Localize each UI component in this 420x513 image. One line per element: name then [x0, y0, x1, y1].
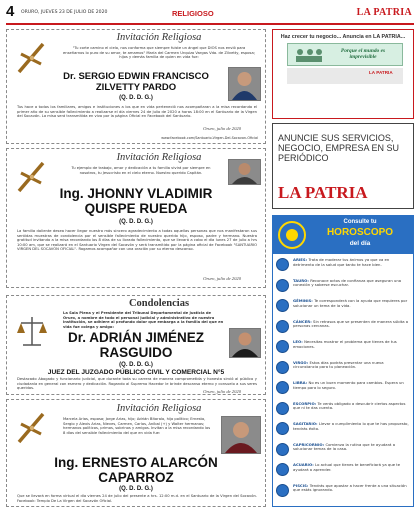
- zodiac-sign-icon: [276, 402, 289, 415]
- rest-in-peace: (Q. D. D. G.): [119, 219, 153, 225]
- sign-row: [276, 484, 410, 508]
- sign-text: VIRGO: Estos días podrás presentar una nueva circunstancia para tu planeación.: [293, 359, 384, 370]
- notice-message: Marcela Arias, esposa; Jorge Arias, hijo; Adrián Bitoralo, hijo político; Ernesto, Sergio y Alexis Arias, Nieves, Carmen, Carlos, Aníbal (+) y Walter hermanos; hermanos políticos, primos, sobrinos y amigos. Invitan a la misa recordando los 8 días del sensible fallecimiento del que en vida fue:: [63, 417, 211, 435]
- sign-text: CAPRICORNIO: Comienza la rutina que te ayudará a solucionar temas de la casa.: [293, 441, 396, 452]
- sign-name: VIRGO:: [293, 359, 310, 365]
- notice-title: Invitación Religiosa: [116, 403, 202, 414]
- notice-message: Tu ejemplo de trabajo, amor y dedicación a tu familia vivirá por siempre en nosotros, tu Jesucristo en el cielo eterno. Nuestro querido Capitán.: [71, 166, 211, 175]
- ad-text: ANUNCIE SUS SERVICIOS, NEGOCIO, EMPRESA EN SU PERIÓDICO: [278, 133, 400, 163]
- obituary-notice: [6, 148, 266, 288]
- sign-text: ESCORPIO: Te verás obligado a descubrir ciertos aspectos que ni te das cuenta.: [293, 400, 406, 411]
- notice-signoff: Oruro, julio de 2020: [203, 389, 241, 394]
- zodiac-sign-icon: [276, 320, 289, 333]
- obituary-notice: [6, 399, 266, 507]
- portrait-photo: [228, 67, 261, 101]
- crucifix-icon: [13, 38, 51, 78]
- horoscope-label: Consulte tu: [343, 219, 377, 225]
- masthead: LA PATRIA: [356, 7, 412, 18]
- notice-signoff: Oruro, julio de 2020: [203, 276, 241, 281]
- facebook-link[interactable]: www.facebook.com/Santuario-Virgen-Del-Socavon-Oficial: [161, 136, 258, 140]
- zodiac-sign-icon: [276, 299, 289, 312]
- deceased-name: Ing. ERNESTO ALARCÓN CAPARROZ: [54, 455, 218, 485]
- section-title: RELIGIOSO: [172, 9, 214, 18]
- sign-name: TAURO:: [293, 277, 311, 283]
- zodiac-sign-icon: [276, 443, 289, 456]
- sign-text: CÁNCER: Sin retrasos que se presenten de manera súbita a personas cercanas.: [293, 318, 409, 329]
- ad-brand: LA PATRIA: [278, 183, 368, 202]
- sign-name: GÉMINIS:: [293, 298, 315, 303]
- sign-name: LEO:: [293, 339, 305, 344]
- obituary-notice: [6, 29, 266, 144]
- sign-text: ARIES: Trata de moderar tus ánimos ya que va en detrimento de la salud que tanto te hace bien.: [293, 257, 390, 267]
- sign-name: SAGITARIO:: [293, 421, 319, 426]
- page-number: 4: [6, 3, 15, 20]
- notice-signoff: Oruro, julio de 2020: [203, 126, 241, 131]
- deceased-name: Dr. ADRIÁN JIMÉNEZ RASGUIDO: [67, 330, 204, 360]
- zodiac-icon: [277, 220, 307, 250]
- zodiac-sign-icon: [276, 484, 289, 497]
- rest-in-peace: (Q. D. D. G.): [119, 486, 153, 492]
- notice-title: Invitación Religiosa: [116, 152, 202, 163]
- notice-body: Que se llevará en forma virtual el día viernes 24 de julio del presente a hrs. 12:00 m.d. en el Santuario de la Virgen del Socavón. Facebook: Templo De La Virgen del Socavón Oficial.: [17, 494, 257, 503]
- sign-text: ACUARIO: Lo actual que tienes te beneficiará ya que te ayudará a aprender.: [293, 462, 401, 472]
- deceased-position: JUEZ DEL JUZGADO PÚBLICO CIVIL Y COMERCIAL N°5: [47, 369, 225, 376]
- notice-message: La Sala Plena y el Presidente del Tribunal Departamental de Justicia de Oruro, a nombre de todo el personal judicial y administrativo de nuestra institución, se adhiere al profundo dolor que embarga a la familia del que en vida fue colega y amigo:: [63, 311, 224, 329]
- zodiac-sign-icon: [276, 258, 289, 271]
- sign-text: GÉMINIS: Te corresponderá con la ayuda que requieres por solucionar un tema de la vida.: [293, 298, 408, 308]
- issue-date: ORURO, JUEVES 23 DE JULIO DE 2020: [21, 10, 108, 15]
- header-rule: [6, 23, 414, 25]
- people-icon: [292, 47, 324, 63]
- condolence-notice: [6, 295, 266, 395]
- sign-text: PISCIS: Tendrás que apostar a hacer frente a una situación que estás ignorando.: [293, 482, 407, 493]
- advertisement-banner[interactable]: [272, 29, 414, 119]
- horoscope-title: HOROSCOPO: [326, 227, 394, 238]
- horoscope-banner: [273, 216, 413, 254]
- zodiac-sign-icon: [276, 361, 289, 374]
- rest-in-peace: (Q. D. D. G.): [119, 362, 153, 368]
- sign-name: ESCORPIO:: [293, 400, 318, 406]
- zodiac-sign-icon: [276, 381, 289, 394]
- notice-message: "Tu corte camino el cielo, nos conforma que siempre fuiste un ángel que DIOS nos envió para enseñarnos lo puro de su amor, te amamos" María del Carmen Urquizo Vargas Vda. de Zilvetty, esposa; hijos y demás familia de quien en vida fue:: [63, 46, 255, 60]
- sign-name: ARIES:: [293, 257, 309, 262]
- ad-brand: LA PATRIA: [369, 70, 393, 75]
- notice-body: Destacado Abogado y funcionario judicial, que durante toda su carrera de manera comprometida y honesta sirvió al público y ciudadanía en general con esmero y dedicación. Rogando al Supremo Hacedor le brinde descanso eterno y consuelo a sus seres queridos.: [17, 377, 257, 391]
- sign-text: LIBRA: No es un buen momento para cambios. Espera un tiempo para lo seguro.: [293, 380, 404, 390]
- zodiac-sign-icon: [276, 422, 289, 435]
- sign-text: TAURO: Reconoce actos de confianza que aseguran una conexión y saberse escuchar.: [293, 277, 402, 288]
- crucifix-icon: [13, 408, 51, 448]
- notice-body: Tus hace a todos los familiares, amigos e instituciones a los que en vida perteneció nos acompañaran a la misa recordando el primer año de su sensible fallecimiento a realizarse el día viernes 24 de Julio de 2020 a horas 18:00 en el Santuario de la Virgen del Socavón. La misa será transmitida en vivo por la página Oficial en Facebook del Santuario.: [17, 105, 257, 119]
- rest-in-peace: (Q. D. D. G.): [119, 95, 153, 101]
- sign-name: PISCIS:: [293, 482, 310, 488]
- horoscope-section: [272, 215, 414, 507]
- deceased-name: Ing. JHONNY VLADIMIR QUISPE RUEDA: [59, 186, 213, 216]
- ad-strip: [287, 43, 403, 66]
- ad-headline: Haz crecer tu negocio... Anuncia en LA PATRIA...: [280, 34, 406, 40]
- sign-text: LEO: Necesitas mostrar el problema que tienes de tus emociones.: [293, 339, 397, 349]
- horoscope-sub: del día: [349, 240, 371, 247]
- zodiac-sign-icon: [276, 463, 289, 476]
- portrait-photo: [221, 416, 261, 454]
- sign-name: CÁNCER:: [293, 318, 314, 324]
- sign-name: ACUARIO:: [293, 462, 316, 467]
- notice-body: La familia doliente desea hacer llegar nuestro más sincero agradecimiento a todas aquellas personas que nos manifestaron sus sentidas muestras de condolencia por el sensible fallecimiento de nuestro querido hijo, esposo, padre y hermano. Nuestra gratitud invitando a la misa recordando los 8 días de su llorado fallecimiento, que se llevará a cabo el día lunes 27 de julio a hrs 10:00 am, que se realizará en el Santuario Virgen del Socavón y será transmitido por la página oficial de Facebook "SANTUARIO VIRGEN DEL SOCAVÓN OFICIAL". Rogamos acompañar con una oración por su eterno descanso.: [17, 229, 257, 252]
- notice-title: Condolencias: [128, 298, 190, 309]
- zodiac-sign-icon: [276, 279, 289, 292]
- advertisement-box[interactable]: [272, 123, 414, 209]
- sign-text: SAGITARIO: Llevar a cumplimiento lo que te has propuesto, tendrás éxito.: [293, 421, 409, 431]
- sign-name: LIBRA:: [293, 380, 309, 385]
- zodiac-sign-icon: [276, 340, 289, 353]
- portrait-photo: [228, 159, 261, 185]
- deceased-name: Dr. SERGIO EDWIN FRANCISCO ZILVETTY PARDO: [63, 71, 209, 93]
- page-header: [6, 3, 414, 22]
- ad-tagline: Porque el mundo es imprevisible: [340, 48, 386, 60]
- sign-name: CAPRICORNIO:: [293, 441, 326, 447]
- notice-title: Invitación Religiosa: [116, 32, 202, 43]
